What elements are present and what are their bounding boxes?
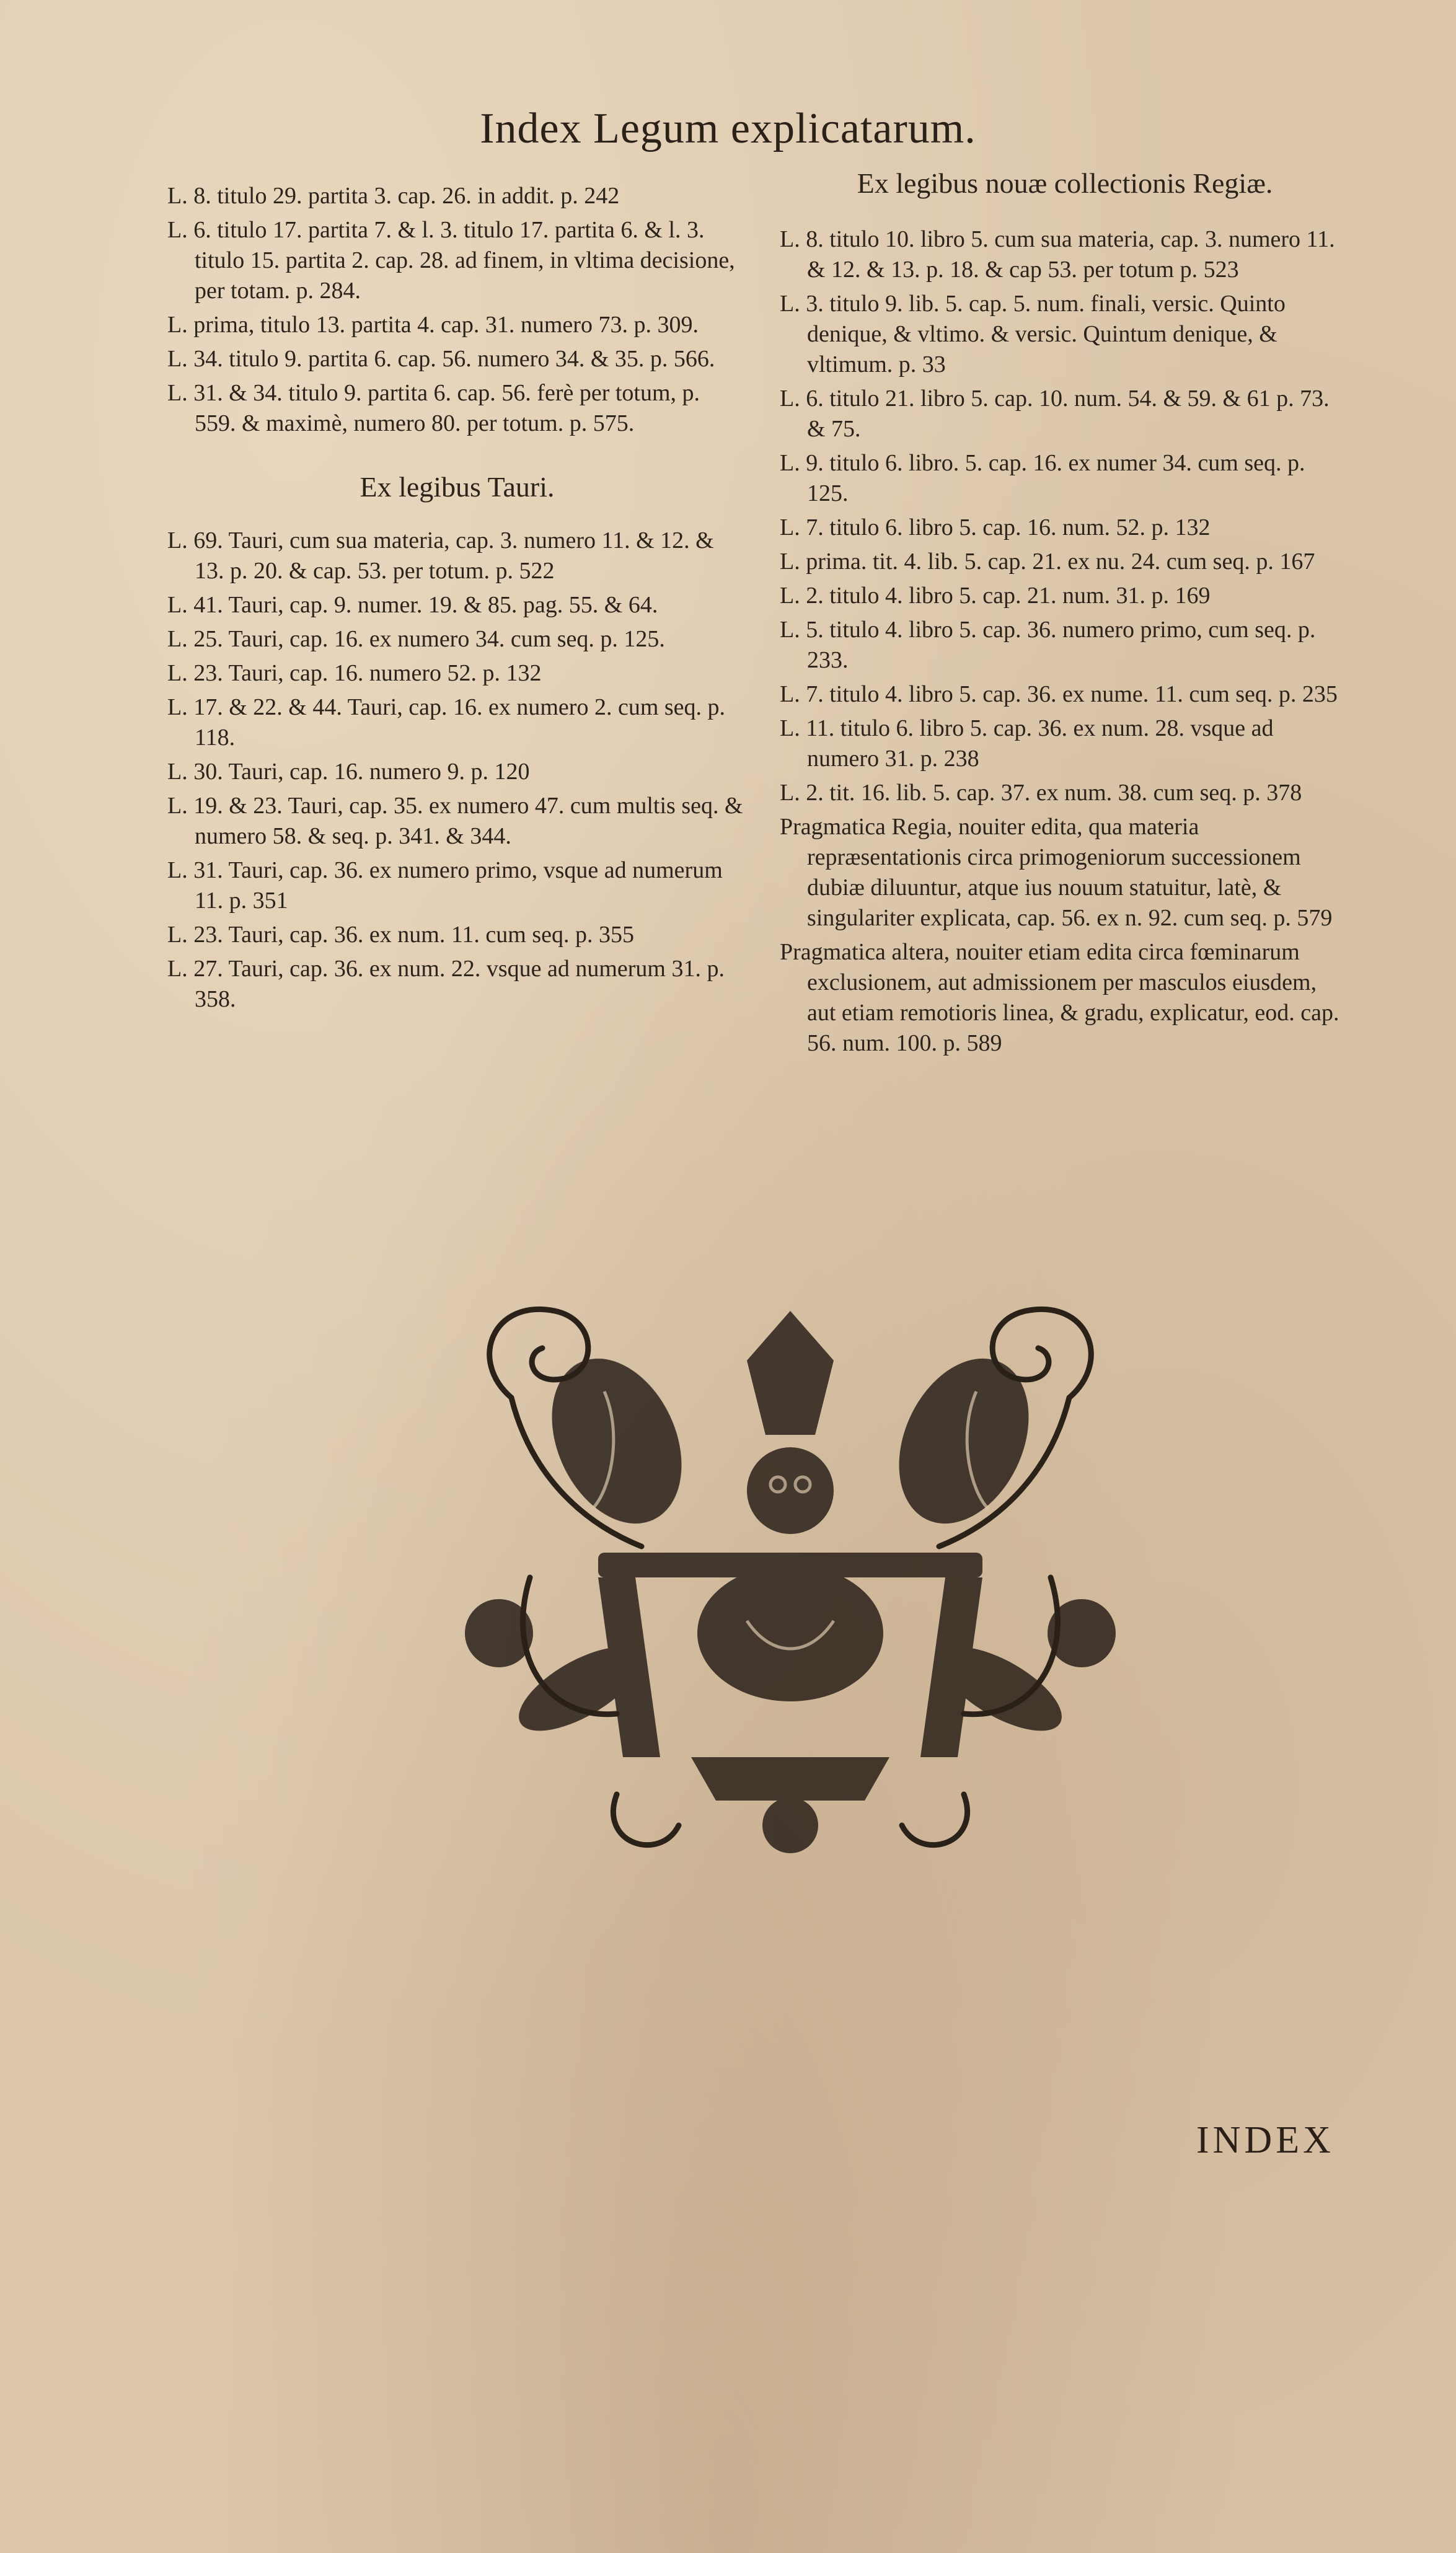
index-entry: L. 2. titulo 4. libro 5. cap. 21. num. 31. p. 169 [780,583,1211,609]
index-entry: L. 34. titulo 9. partita 6. cap. 56. numero 34. & 35. p. 566. [167,346,715,372]
index-entry: L. 25. Tauri, cap. 16. ex numero 34. cum seq. p. 125. [167,626,665,652]
index-entry: L. 23. Tauri, cap. 36. ex num. 11. cum seq. p. 355 [167,922,634,948]
index-entry: Pragmatica Regia, nouiter edita, qua materia repræsentationis circa primogeniorum successionem dubiæ diluuntur, atque ius nouum statuitur, latè, & singulariter explicata, cap. 56. ex n. 92. cum seq. p. 579 [780,814,1333,931]
index-entry: L. 7. titulo 6. libro 5. cap. 16. num. 52. p. 132 [780,514,1211,540]
woodcut-ornament-icon [456,1286,1125,1872]
index-entry: L. 6. titulo 17. partita 7. & l. 3. titulo 17. partita 6. & l. 3. titulo 15. partita 2. cap. 28. ad finem, in vltima decisione, per totam. p. 284. [167,217,735,304]
section-heading-collectionis: Ex legibus nouæ collectionis Regiæ. [857,167,1273,199]
index-entry: L. prima. tit. 4. lib. 5. cap. 21. ex nu. 24. cum seq. p. 167 [780,549,1315,575]
index-entry: L. 5. titulo 4. libro 5. cap. 36. numero primo, cum seq. p. 233. [780,617,1316,673]
index-entry: Pragmatica altera, nouiter etiam edita circa fœminarum exclusionem, aut admissionem per masculos eiusdem, aut etiam remotioris linea, & gradu, explicatur, eod. cap. 56. num. 100. p. 589 [780,939,1339,1056]
index-entry: L. 27. Tauri, cap. 36. ex num. 22. vsque ad numerum 31. p. 358. [167,956,725,1012]
section-heading-tauri: Ex legibus Tauri. [360,471,555,503]
index-entry: L. 41. Tauri, cap. 9. numer. 19. & 85. pag. 55. & 64. [167,592,658,618]
left-column [167,181,747,1018]
index-entry: L. 17. & 22. & 44. Tauri, cap. 16. ex numero 2. cum seq. p. 118. [167,694,726,751]
right-column [780,167,1350,1062]
index-entry: L. 3. titulo 9. lib. 5. cap. 5. num. finali, versic. Quinto denique, & vltimo. & versic. Quintum denique, & vltimum. p. 33 [780,291,1286,377]
index-entry: L. 11. titulo 6. libro 5. cap. 36. ex num. 28. vsque ad numero 31. p. 238 [780,715,1274,772]
index-entry: L. prima, titulo 13. partita 4. cap. 31. numero 73. p. 309. [167,312,699,338]
index-entry: L. 7. titulo 4. libro 5. cap. 36. ex nume. 11. cum seq. p. 235 [780,681,1338,707]
index-entry: L. 23. Tauri, cap. 16. numero 52. p. 132 [167,660,542,686]
page-title: Index Legum explicatarum. [480,105,976,152]
index-entry: L. 30. Tauri, cap. 16. numero 9. p. 120 [167,759,530,785]
index-entry: L. 6. titulo 21. libro 5. cap. 10. num. 54. & 59. & 61 p. 73. & 75. [780,386,1330,442]
catchword: INDEX [1196,2119,1335,2161]
index-entry: L. 2. tit. 16. lib. 5. cap. 37. ex num. 38. cum seq. p. 378 [780,780,1302,806]
index-entry: L. 19. & 23. Tauri, cap. 35. ex numero 47. cum multis seq. & numero 58. & seq. p. 341. & 344. [167,793,743,849]
index-entry: L. 8. titulo 10. libro 5. cum sua materia, cap. 3. numero 11. & 12. & 13. p. 18. & cap 53. per totum p. 523 [780,226,1335,283]
index-entry: L. 31. Tauri, cap. 36. ex numero primo, vsque ad numerum 11. p. 351 [167,857,723,914]
index-entry: L. 9. titulo 6. libro. 5. cap. 16. ex numer 34. cum seq. p. 125. [780,450,1305,506]
index-entry: L. 8. titulo 29. partita 3. cap. 26. in addit. p. 242 [167,183,620,209]
index-entry: L. 31. & 34. titulo 9. partita 6. cap. 56. ferè per totum, p. 559. & maximè, numero 80. per totum. p. 575. [167,380,700,436]
index-entry: L. 69. Tauri, cum sua materia, cap. 3. numero 11. & 12. & 13. p. 20. & cap. 53. per totum. p. 522 [167,527,714,584]
